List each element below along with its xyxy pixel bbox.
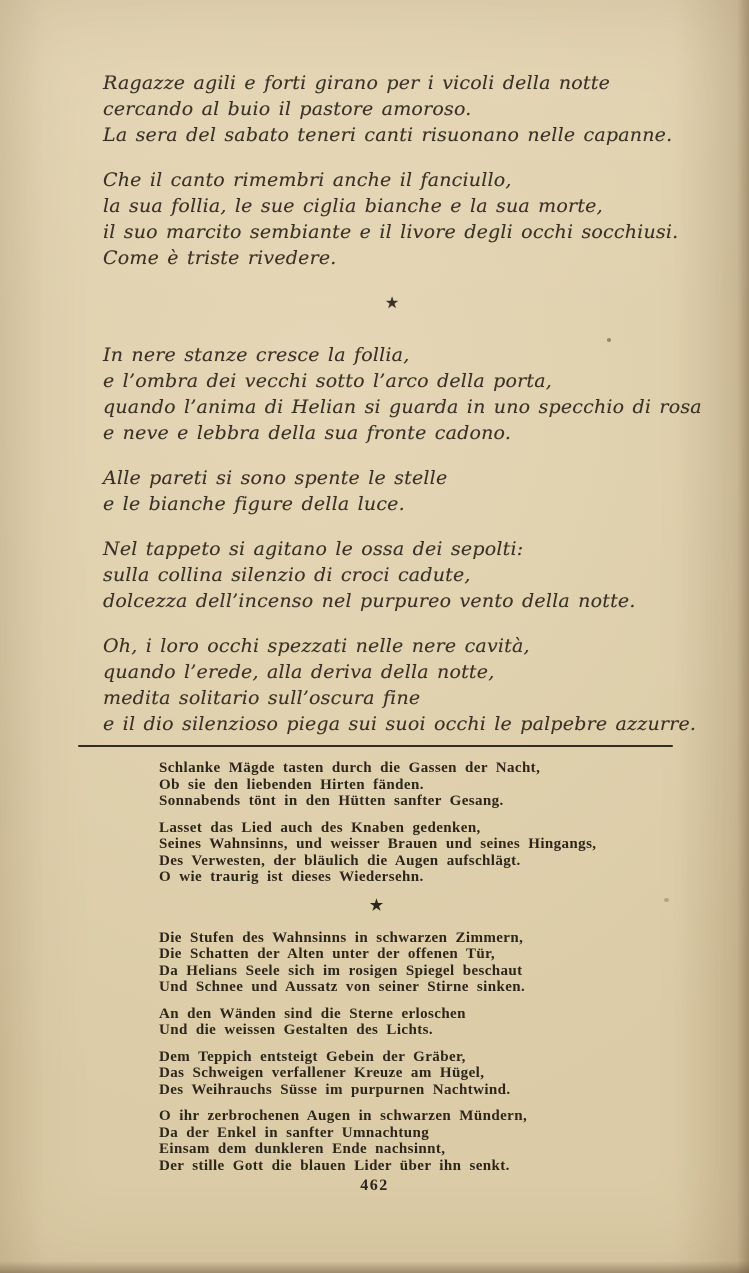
italian-stanza-1: [103, 70, 681, 148]
paper-speck: [664, 898, 669, 902]
poem-line: quando l’anima di Helian si guarda in uno specchio di rosa: [103, 396, 702, 418]
poem-line: e neve e lebbra della sua fronte cadono.: [103, 422, 512, 444]
italian-stanza-4: [103, 465, 681, 517]
poem-line: O ihr zerbrochenen Augen in schwarzen Mündern,: [159, 1108, 528, 1124]
poem-line: An den Wänden sind die Sterne erloschen: [159, 1005, 466, 1022]
poem-line: Oh, i loro occhi spezzati nelle nere cavità,: [103, 635, 530, 657]
poem-line: e l’ombra dei vecchi sotto l’arco della porta,: [103, 370, 553, 392]
poem-line: Und die weissen Gestalten des Lichts.: [159, 1022, 433, 1038]
poem-line: medita solitario sull’oscura fine: [103, 687, 421, 709]
poem-line: Dem Teppich entsteigt Gebein der Gräber,: [159, 1048, 466, 1065]
poem-line: Ob sie den liebenden Hirten fänden.: [159, 776, 424, 793]
poem-line: il suo marcito sembiante e il livore degli occhi socchiusi.: [103, 221, 679, 243]
poem-line: Alle pareti si sono spente le stelle: [103, 467, 448, 489]
poem-line: quando l’erede, alla deriva della notte,: [103, 661, 495, 683]
poem-line: e le bianche figure della luce.: [103, 493, 405, 515]
poem-line: Nel tappeto si agitano le ossa dei sepolti:: [103, 538, 524, 560]
italian-stanza-6: [103, 633, 697, 737]
poem-line: Da der Enkel in sanfter Umnachtung: [159, 1124, 430, 1141]
page-number: 462: [360, 1177, 389, 1194]
german-stanza-3: [159, 930, 649, 996]
divider-rule: [78, 745, 673, 747]
poem-line: cercando al buio il pastore amoroso.: [103, 98, 472, 120]
poem-line: dolcezza dell’incenso nel purpureo vento della notte.: [103, 590, 636, 612]
poem-line: Der stille Gott die blauen Lider über ihn senkt.: [159, 1157, 510, 1174]
poem-line: In nere stanze cresce la follia,: [103, 344, 410, 366]
poem-line: Seines Wahnsinns, und weisser Brauen und seines Hingangs,: [159, 836, 597, 852]
star-divider-icon: ★: [369, 897, 384, 914]
german-poem: [159, 760, 649, 1184]
italian-stanza-3: [103, 342, 702, 446]
poem-line: O wie traurig ist dieses Wiedersehn.: [159, 869, 424, 885]
poem-line: Sonnabends tönt in den Hütten sanfter Gesang.: [159, 793, 504, 809]
poem-line: Des Weihrauchs Süsse im purpurnen Nachtwind.: [159, 1081, 511, 1098]
poem-line: Lasset das Lied auch des Knaben gedenken,: [159, 819, 481, 836]
german-stanza-6: [159, 1108, 649, 1174]
poem-line: Schlanke Mägde tasten durch die Gassen der Nacht,: [159, 760, 541, 776]
italian-stanza-5: [103, 536, 681, 614]
star-divider-icon: ★: [384, 293, 400, 312]
italian-stanza-2: [103, 167, 681, 271]
poem-line: e il dio silenzioso piega sui suoi occhi le palpebre azzurre.: [103, 713, 697, 735]
poem-line: Come è triste rivedere.: [103, 247, 337, 269]
poem-line: La sera del sabato teneri canti risuonano nelle capanne.: [103, 124, 673, 146]
german-stanza-5: [159, 1049, 649, 1099]
italian-poem: [103, 70, 702, 756]
german-stanza-4: [159, 1006, 649, 1039]
poem-line: sulla collina silenzio di croci cadute,: [103, 564, 471, 586]
poem-line: Und Schnee und Aussatz von seiner Stirne sinken.: [159, 979, 526, 995]
poem-line: Die Schatten der Alten unter der offenen Tür,: [159, 946, 496, 962]
poem-line: la sua follia, le sue ciglia bianche e la sua morte,: [103, 195, 603, 217]
german-stanza-2: [159, 820, 649, 886]
poem-line: Das Schweigen verfallener Kreuze am Hügel,: [159, 1065, 485, 1081]
poem-line: Einsam dem dunkleren Ende nachsinnt,: [159, 1141, 446, 1157]
poem-line: Da Helians Seele sich im rosigen Spiegel beschaut: [159, 962, 523, 979]
poem-line: Des Verwesten, der bläulich die Augen aufschlägt.: [159, 852, 521, 869]
poem-line: Che il canto rimembri anche il fanciullo,: [103, 169, 512, 191]
poem-line: Ragazze agili e forti girano per i vicoli della notte: [103, 72, 611, 94]
german-stanza-1: [159, 760, 649, 810]
poem-line: Die Stufen des Wahnsinns in schwarzen Zimmern,: [159, 929, 524, 946]
